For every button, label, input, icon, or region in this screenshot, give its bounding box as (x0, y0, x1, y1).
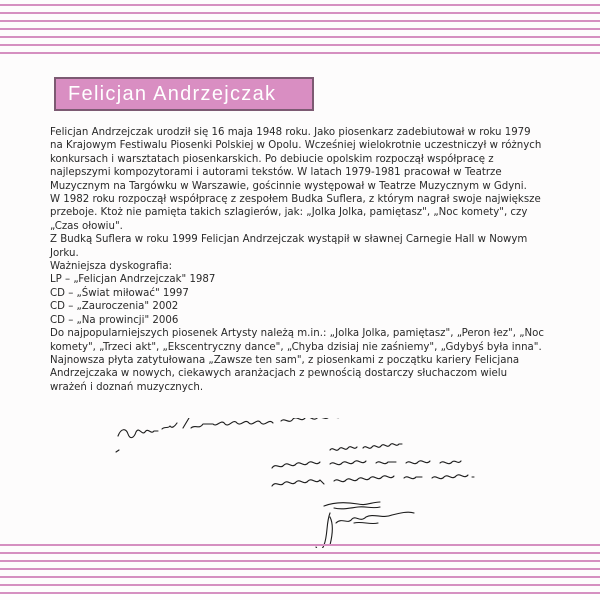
bio-text (50, 126, 545, 394)
bio-paragraph-3: Z Budką Suflera w roku 1999 Felicjan Andrzejczak wystąpił w sławnej Carnegie Hall w Nowym Jorku. (50, 234, 528, 259)
discography-item: CD – „Na prowincji" 2006 (50, 314, 179, 326)
page-title: Felicjan Andrzejczak (68, 82, 277, 105)
title-banner (54, 77, 314, 111)
handwriting-line-1 (118, 418, 375, 438)
bio-paragraph-4: Do najpopularniejszych piosenek Artysty należą m.in.: „Jolka Jolka, pamiętasz", „Peron łez", „Noc komety", „Trzeci akt", „Ekscentryczny dance", „Chyba dzisiaj nie zaśniemy", „Gdybyś była inna". (50, 328, 544, 353)
bio-paragraph-2: W 1982 roku rozpoczął współpracę z zespołem Budka Suflera, z którym nagrał swoje największe przeboje. Ktoż nie pamięta takich szlagierów, jak: „Jolka Jolka, pamiętasz", „Noc komety", czy „Czas ołowiu". (50, 194, 541, 232)
discography-item: CD – „Zauroczenia" 2002 (50, 301, 179, 313)
handwriting-line-3 (272, 461, 461, 468)
decorative-stripes-bottom (0, 544, 600, 598)
signature-mark (316, 502, 414, 548)
bio-paragraph-5: Najnowsza płyta zatytułowana „Zawsze ten sam", z piosenkami z początku kariery Felicjana Andrzejczaka w nowych, ciekawych aranżacjach z pewnością dostarczy słuchaczom wielu wrażeń i doznań muzycznych. (50, 354, 520, 393)
discography-item: CD – „Świat miłować" 1997 (50, 287, 189, 299)
handwriting-line-2 (330, 444, 402, 451)
bio-paragraph-1: Felicjan Andrzejczak urodził się 16 maja 1948 roku. Jako piosenkarz zadebiutował w roku 1979 na Krajowym Festiwalu Piosenki Polskiej w Opolu. Wcześniej wielokrotnie uczestniczył w różnych konkursach i warsztatach piosenkarskich. Po debiucie opolskim rozpoczął współpracę z najlepszymi kompozytorami i autorami tekstów. W latach 1979-1981 pracował w Teatrze Muzycznym na Targówku w Warszawie, gościnnie występował w Teatrze Muzycznym w Gdyni. (50, 127, 542, 192)
discography-item: LP – „Felicjan Andrzejczak" 1987 (50, 274, 216, 286)
handwritten-dedication (112, 418, 562, 548)
discography-heading: Ważniejsza dyskografia: (50, 261, 173, 273)
handwriting-line-4 (272, 475, 474, 486)
decorative-stripes-top (0, 4, 600, 58)
